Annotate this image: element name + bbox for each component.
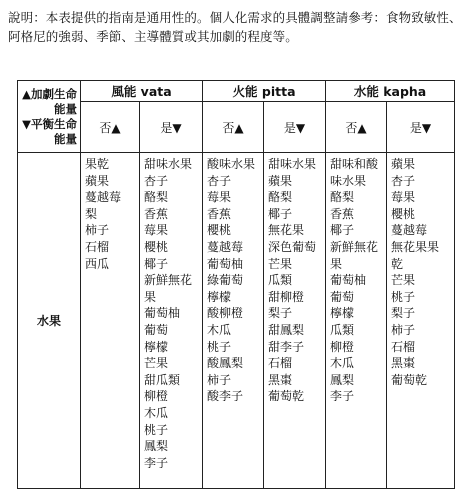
food-item: 柳橙 bbox=[330, 339, 355, 354]
food-item: 蔓越莓 bbox=[391, 223, 428, 238]
food-item: 蘋果 bbox=[268, 173, 293, 188]
food-item: 櫻桃 bbox=[207, 223, 232, 238]
food-item: 香蕉 bbox=[144, 206, 169, 221]
kapha-yes-header: 是▼ bbox=[387, 102, 455, 153]
food-item: 柿子 bbox=[391, 322, 416, 337]
food-item: 無花果 bbox=[268, 223, 305, 238]
food-item: 梨 bbox=[85, 206, 98, 221]
explanation-note: 說明：本表提供的指南是通用性的。個人化需求的具體調整請參考：食物致敏性、阿格尼的強弱、季節、主導體質或其加劇的程度等。 bbox=[8, 10, 462, 44]
food-item: 葡萄柚 bbox=[207, 256, 244, 271]
food-item: 新鮮無花 bbox=[144, 273, 193, 288]
food-item: 檸檬 bbox=[330, 306, 355, 321]
food-item: 瓜類 bbox=[268, 273, 293, 288]
food-item: 甜柳橙 bbox=[268, 289, 305, 304]
food-item: 櫻桃 bbox=[391, 206, 416, 221]
food-item: 果 bbox=[330, 256, 343, 271]
food-item: 果乾 bbox=[85, 157, 110, 171]
food-item: 椰子 bbox=[330, 223, 355, 238]
food-item: 鳳梨 bbox=[330, 372, 355, 387]
food-item: 石榴 bbox=[268, 356, 293, 371]
food-item: 葡萄柚 bbox=[144, 306, 181, 321]
food-item: 乾 bbox=[391, 256, 404, 271]
food-item: 桃子 bbox=[207, 339, 232, 354]
kapha-no-header: 否▲ bbox=[326, 102, 387, 153]
food-item: 柿子 bbox=[85, 223, 110, 238]
food-item: 杏子 bbox=[391, 173, 416, 188]
food-item: 酸李子 bbox=[207, 389, 244, 404]
food-item: 杏子 bbox=[207, 173, 232, 188]
food-item: 甜味水果 bbox=[144, 157, 193, 171]
food-item: 梨子 bbox=[391, 306, 416, 321]
food-item: 梨子 bbox=[268, 306, 293, 321]
food-item: 莓果 bbox=[207, 190, 232, 205]
food-item: 鳳梨 bbox=[144, 439, 169, 454]
food-item: 酪梨 bbox=[268, 190, 293, 205]
food-item: 椰子 bbox=[268, 206, 293, 221]
aggravate-legend: ▲加劇生命能量 bbox=[22, 87, 77, 116]
food-item: 甜鳳梨 bbox=[268, 322, 305, 337]
vata-no-header: 否▲ bbox=[81, 102, 140, 153]
kapha-no-cell bbox=[326, 153, 387, 489]
food-item: 蘋果 bbox=[85, 173, 110, 188]
food-item: 葡萄 bbox=[144, 322, 169, 337]
food-item: 芒果 bbox=[268, 256, 293, 271]
food-item: 蘋果 bbox=[391, 157, 416, 171]
food-item: 木瓜 bbox=[330, 356, 355, 371]
food-item: 檸檬 bbox=[144, 339, 169, 354]
dosha-header-vata: 風能 vata bbox=[81, 81, 203, 102]
food-item: 酸柳橙 bbox=[207, 306, 244, 321]
food-item: 桃子 bbox=[391, 289, 416, 304]
food-item: 味水果 bbox=[330, 173, 367, 188]
food-item: 芒果 bbox=[391, 273, 416, 288]
food-item: 木瓜 bbox=[144, 405, 169, 420]
vata-yes-cell bbox=[140, 153, 203, 489]
food-item: 石榴 bbox=[391, 339, 416, 354]
food-item: 瓜類 bbox=[330, 322, 355, 337]
food-item: 葡萄柚 bbox=[330, 273, 367, 288]
food-item: 柿子 bbox=[207, 372, 232, 387]
food-item: 石榴 bbox=[85, 239, 110, 254]
food-item: 甜瓜類 bbox=[144, 372, 181, 387]
food-item: 酸味水果 bbox=[207, 157, 256, 171]
food-item: 葡萄 bbox=[330, 289, 355, 304]
food-item: 甜味水果 bbox=[268, 157, 317, 171]
food-item: 檸檬 bbox=[207, 289, 232, 304]
pacify-legend: ▼平衡生命能量 bbox=[22, 117, 77, 146]
food-item: 黑棗 bbox=[391, 356, 416, 371]
food-item: 葡萄乾 bbox=[391, 372, 428, 387]
vata-no-cell bbox=[81, 153, 140, 489]
food-item: 李子 bbox=[144, 455, 169, 470]
pitta-yes-cell bbox=[264, 153, 326, 489]
food-item: 木瓜 bbox=[207, 322, 232, 337]
kapha-yes-cell bbox=[387, 153, 455, 489]
food-item: 李子 bbox=[330, 389, 355, 404]
food-item: 柳橙 bbox=[144, 389, 169, 404]
food-item: 新鮮無花 bbox=[330, 239, 379, 254]
food-item: 甜味和酸 bbox=[330, 157, 379, 171]
food-item: 綠葡萄 bbox=[207, 273, 244, 288]
food-item: 蔓越莓 bbox=[85, 190, 122, 205]
food-item: 椰子 bbox=[144, 256, 169, 271]
pitta-no-cell bbox=[203, 153, 264, 489]
vata-yes-header: 是▼ bbox=[140, 102, 203, 153]
food-item: 深色葡萄 bbox=[268, 239, 317, 254]
dosha-header-kapha: 水能 kapha bbox=[326, 81, 455, 102]
dosha-diet-table bbox=[17, 80, 455, 489]
food-item: 酪梨 bbox=[144, 190, 169, 205]
food-item: 莓果 bbox=[391, 190, 416, 205]
food-item: 蔓越莓 bbox=[207, 239, 244, 254]
food-item: 西瓜 bbox=[85, 256, 110, 271]
food-item: 果 bbox=[144, 289, 157, 304]
pitta-no-header: 否▲ bbox=[203, 102, 264, 153]
food-item: 甜李子 bbox=[268, 339, 305, 354]
row-label-fruit: 水果 bbox=[18, 153, 81, 489]
food-item: 杏子 bbox=[144, 173, 169, 188]
food-item: 莓果 bbox=[144, 223, 169, 238]
food-item: 香蕉 bbox=[207, 206, 232, 221]
food-item: 葡萄乾 bbox=[268, 389, 305, 404]
food-item: 櫻桃 bbox=[144, 239, 169, 254]
food-item: 酪梨 bbox=[330, 190, 355, 205]
pitta-yes-header: 是▼ bbox=[264, 102, 326, 153]
food-item: 芒果 bbox=[144, 356, 169, 371]
food-item: 香蕉 bbox=[330, 206, 355, 221]
legend-header-cell bbox=[18, 81, 81, 153]
food-item: 酸鳳梨 bbox=[207, 356, 244, 371]
food-item: 無花果果 bbox=[391, 239, 440, 254]
food-item: 黑棗 bbox=[268, 372, 293, 387]
dosha-header-pitta: 火能 pitta bbox=[203, 81, 326, 102]
food-item: 桃子 bbox=[144, 422, 169, 437]
